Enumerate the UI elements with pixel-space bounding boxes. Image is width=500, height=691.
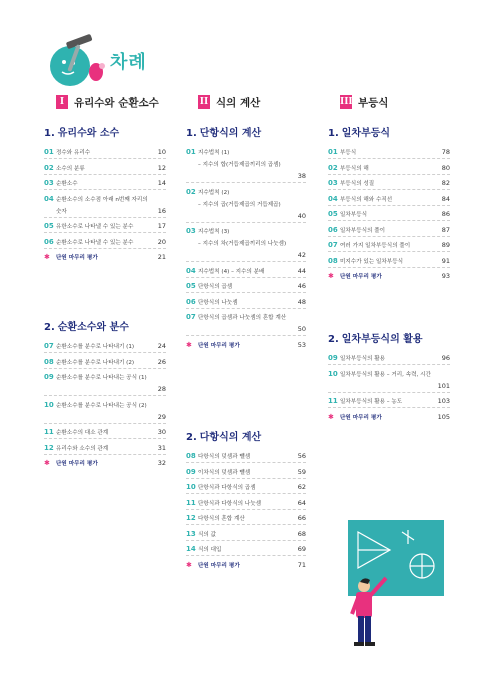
item-title: 순환소수를 분수로 나타내기 (2) (56, 359, 135, 366)
dotted-divider (186, 478, 306, 479)
toc-item[interactable] (44, 373, 166, 382)
chapter-number: 2. (186, 432, 197, 443)
item-title: 유리수와 소수의 관계 (56, 445, 109, 452)
page-number: 56 (297, 452, 306, 460)
item-number: 09 (44, 373, 54, 381)
chapter-title (44, 124, 119, 139)
chapter-label: 다항식의 계산 (199, 432, 262, 443)
toc-item[interactable] (328, 370, 450, 379)
dotted-divider (44, 423, 166, 424)
page-number: 69 (297, 545, 306, 553)
dotted-divider (328, 407, 450, 408)
item-number: 07 (328, 241, 338, 249)
part-header (56, 94, 166, 110)
part-header (340, 94, 450, 110)
page-number: 29 (157, 412, 166, 421)
item-number: 01 (328, 148, 338, 156)
item-title: 다항식의 혼합 계산 (198, 516, 245, 522)
part-number-badge: I (56, 95, 68, 109)
item-number: 02 (44, 163, 54, 172)
toc-item[interactable] (44, 444, 166, 453)
page-number: 53 (297, 340, 306, 349)
item-title: 정수와 유리수 (56, 150, 91, 156)
toc-item[interactable] (44, 238, 166, 247)
item-title: 부등식의 성질 (340, 181, 375, 187)
item-title: 지수법칙 (2) (198, 189, 230, 196)
item-subtitle: – 지수의 합(거듭제곱끼리의 곱셈) (198, 162, 281, 168)
item-number: 08 (186, 452, 196, 460)
item-number: ✱ (44, 459, 50, 467)
dotted-divider (44, 248, 166, 249)
dotted-divider (186, 335, 306, 336)
dotted-divider (186, 555, 306, 556)
dotted-divider (44, 158, 166, 159)
page-number: 101 (437, 381, 450, 390)
item-title: 부등식의 해 (340, 165, 369, 172)
item-title: 단항식의 나눗셈 (198, 299, 238, 306)
dotted-divider (186, 182, 306, 183)
page-number: 103 (437, 397, 450, 405)
item-number: 02 (328, 163, 338, 172)
chapter-title (44, 318, 129, 333)
chapter-title (186, 428, 261, 443)
dotted-divider (328, 220, 450, 221)
item-number: 01 (44, 148, 54, 156)
item-title-continued: 숫자 (56, 208, 67, 215)
chapter-title (186, 124, 261, 139)
toc-item[interactable] (186, 267, 306, 276)
item-number: 03 (186, 227, 196, 235)
item-number: 06 (328, 225, 338, 234)
toc-item[interactable] (44, 428, 166, 437)
item-number: 01 (186, 148, 196, 156)
page-number: 32 (157, 459, 166, 467)
page-number: 59 (297, 467, 306, 476)
item-title: 식의 값 (198, 531, 216, 538)
item-title: 순환소수 (56, 181, 78, 187)
toc-item[interactable] (186, 499, 306, 508)
page-number: 68 (297, 529, 306, 538)
item-title: 순환소수로 나타낼 수 있는 분수 (56, 239, 134, 246)
part-title: 유리수와 순환소수 (74, 96, 159, 109)
dotted-divider (186, 308, 306, 309)
dotted-divider (328, 236, 450, 237)
toc-item[interactable] (186, 530, 306, 539)
toc-item[interactable] (328, 397, 450, 406)
chapter-title (328, 330, 423, 345)
item-number: 09 (328, 354, 338, 362)
item-number: 10 (44, 400, 54, 409)
dotted-divider (186, 222, 306, 223)
toc-item[interactable] (44, 342, 166, 351)
page-number: 91 (441, 256, 450, 265)
toc-item[interactable] (186, 282, 306, 291)
toc-item[interactable] (44, 358, 166, 367)
item-number: 08 (44, 357, 54, 366)
toc-item[interactable] (328, 148, 450, 157)
page-number: 12 (157, 163, 166, 172)
item-title: 단원 마무리 평가 (56, 255, 98, 261)
toc-item[interactable] (186, 298, 306, 307)
header (42, 30, 202, 90)
item-number: 12 (186, 514, 196, 522)
toc-column-2 (186, 94, 306, 674)
item-number: 09 (186, 467, 196, 476)
page-number: 87 (441, 225, 450, 234)
toc-item[interactable] (328, 195, 450, 204)
chapter-number: 2. (328, 334, 339, 345)
item-title: 식의 대입 (198, 547, 222, 553)
chapter-label: 유리수와 소수 (57, 128, 120, 139)
page-number: 82 (441, 179, 450, 187)
item-title: 지수법칙 (1) (198, 150, 230, 156)
item-number: 11 (328, 397, 338, 405)
item-number: 04 (44, 194, 54, 203)
item-title: 단항식의 곱셈과 나눗셈의 혼합 계산 (198, 315, 287, 321)
page-number: 16 (157, 206, 166, 215)
page-number: 66 (297, 514, 306, 522)
page-number: 30 (157, 428, 166, 436)
chapter-number: 1. (44, 128, 55, 139)
item-number: 04 (186, 266, 196, 275)
dotted-divider (44, 174, 166, 175)
toc-item[interactable] (328, 257, 450, 266)
page-number: 31 (157, 443, 166, 452)
chapter-number: 2. (44, 322, 55, 333)
item-number: 04 (328, 194, 338, 203)
review-item[interactable] (328, 272, 450, 281)
page-number: 38 (297, 172, 306, 180)
toc-item[interactable] (186, 483, 306, 492)
item-number: 07 (44, 342, 54, 350)
item-title: 소수의 분류 (56, 165, 85, 172)
toc-column-1 (44, 94, 166, 674)
item-title: 순환소수를 분수로 나타내기 (1) (56, 344, 135, 350)
page-number: 96 (441, 354, 450, 362)
globe-mascot-icon (42, 30, 108, 90)
page-number: 48 (297, 297, 306, 306)
dotted-divider (186, 261, 306, 262)
item-number: 02 (186, 187, 196, 196)
page-number: 80 (441, 163, 450, 172)
toc-item[interactable] (328, 210, 450, 219)
item-title: 단원 마무리 평가 (198, 342, 240, 349)
toc-item[interactable] (328, 179, 450, 188)
page-number: 40 (297, 211, 306, 220)
page-number: 42 (297, 251, 306, 259)
review-item[interactable] (44, 253, 166, 262)
part-number-badge: III (340, 97, 353, 107)
chapter-label: 일차부등식의 활용 (341, 334, 423, 345)
item-number: 07 (186, 313, 196, 321)
dotted-divider (44, 438, 166, 439)
toc-item[interactable] (44, 222, 166, 231)
part-header (198, 94, 306, 110)
item-number: 06 (44, 237, 54, 246)
page-number: 20 (157, 237, 166, 246)
dotted-divider (186, 292, 306, 293)
toc-item[interactable] (186, 545, 306, 554)
dotted-divider (186, 277, 306, 278)
chapter-number: 1. (328, 128, 339, 139)
toc-item[interactable] (186, 468, 306, 477)
item-subtitle: – 지수의 차(거듭제곱끼리의 나눗셈) (198, 241, 287, 247)
item-title: 일차부등식의 풀이 (340, 227, 386, 234)
toc-item[interactable] (44, 401, 166, 410)
item-number: ✱ (328, 272, 334, 280)
chapter-number: 1. (186, 128, 197, 139)
item-title: 일차부등식 (340, 212, 368, 218)
chapter-label: 일차부등식 (341, 128, 391, 139)
dotted-divider (186, 524, 306, 525)
item-title: 단원 마무리 평가 (340, 414, 382, 421)
page-number: 28 (157, 385, 166, 393)
review-item[interactable] (186, 341, 306, 350)
item-title: 부등식의 해와 수직선 (340, 196, 393, 203)
page-number: 93 (441, 272, 450, 280)
item-number: 05 (186, 282, 196, 290)
toc-item[interactable] (186, 188, 306, 197)
toc-item[interactable] (44, 195, 166, 204)
dotted-divider (186, 462, 306, 463)
page-number: 71 (297, 560, 306, 569)
toc-item[interactable] (328, 226, 450, 235)
page-number: 17 (157, 222, 166, 230)
item-title: 일차부등식의 활용 – 농도 (340, 399, 403, 405)
item-number: 08 (328, 256, 338, 265)
review-item[interactable] (328, 413, 450, 422)
item-title: 단원 마무리 평가 (56, 461, 98, 467)
part-title: 부등식 (358, 96, 389, 109)
item-title: 이차식의 덧셈과 뺄셈 (198, 469, 251, 476)
page-number: 86 (441, 210, 450, 218)
page-number: 44 (297, 266, 306, 275)
page-number: 62 (297, 483, 306, 491)
item-subtitle: – 지수의 곱(거듭제곱의 거듭제곱) (198, 201, 281, 208)
page-number: 14 (157, 179, 166, 187)
item-title: 단항식의 곱셈 (198, 284, 233, 290)
part-number-badge: II (199, 97, 209, 107)
item-title: 단원 마무리 평가 (198, 562, 240, 569)
item-title: 순환소수의 대소 관계 (56, 430, 109, 436)
page-number: 10 (157, 148, 166, 156)
chapter-label: 순환소수와 분수 (57, 322, 129, 333)
dotted-divider (44, 352, 166, 353)
item-title: 순환소수의 소수점 아래 n번째 자리의 (56, 196, 148, 203)
review-item[interactable] (44, 459, 166, 468)
item-number: 03 (328, 179, 338, 187)
item-title: 일차부등식의 활용 (340, 356, 386, 362)
item-number: 14 (186, 545, 196, 553)
item-number: 11 (44, 428, 54, 436)
toc-item[interactable] (328, 354, 450, 363)
toc-item[interactable] (186, 452, 306, 461)
page-number: 26 (157, 357, 166, 366)
item-title: 단항식과 다항식의 곱셈 (198, 485, 256, 491)
item-number: 06 (186, 297, 196, 306)
item-title: 여러 가지 일차부등식의 풀이 (340, 243, 411, 249)
dotted-divider (44, 454, 166, 455)
item-title: 지수법칙 (4) – 지수의 분배 (198, 268, 265, 275)
page-number: 64 (297, 498, 306, 507)
item-number: ✱ (186, 560, 192, 569)
dotted-divider (186, 493, 306, 494)
item-title: 다항식의 덧셈과 뺄셈 (198, 454, 251, 460)
toc-item[interactable] (186, 148, 306, 157)
dotted-divider (328, 158, 450, 159)
dotted-divider (44, 217, 166, 218)
page-number: 105 (437, 412, 450, 421)
dotted-divider (186, 540, 306, 541)
item-number: 10 (186, 483, 196, 491)
toc-item[interactable] (44, 164, 166, 173)
dotted-divider (328, 364, 450, 365)
dotted-divider (44, 189, 166, 190)
item-title: 지수법칙 (3) (198, 229, 230, 235)
item-number: 13 (186, 529, 196, 538)
item-number: 10 (328, 369, 338, 378)
item-number: 05 (328, 210, 338, 218)
item-title: 부등식 (340, 150, 357, 156)
item-title: 순환소수를 분수로 나타내는 공식 (1) (56, 375, 147, 381)
dotted-divider (44, 368, 166, 369)
page-number: 21 (157, 253, 166, 261)
page-number: 84 (441, 194, 450, 203)
dotted-divider (328, 267, 450, 268)
chapter-label: 단항식의 계산 (199, 128, 262, 139)
item-title: 순환소수를 분수로 나타내는 공식 (2) (56, 402, 147, 409)
dotted-divider (186, 509, 306, 510)
dotted-divider (328, 205, 450, 206)
page-number: 78 (441, 148, 450, 156)
dotted-divider (328, 251, 450, 252)
page-title: 차례 (110, 52, 147, 73)
item-number: ✱ (186, 340, 192, 349)
page-number: 46 (297, 282, 306, 290)
item-number: 03 (44, 179, 54, 187)
part-title: 식의 계산 (216, 96, 261, 109)
dotted-divider (44, 232, 166, 233)
item-number: 11 (186, 498, 196, 507)
toc-item[interactable] (44, 179, 166, 188)
page-number: 50 (297, 325, 306, 333)
toc-item[interactable] (186, 313, 306, 322)
item-title: 단원 마무리 평가 (340, 274, 382, 280)
teacher-blackboard-illustration (330, 520, 450, 650)
toc-item[interactable] (328, 164, 450, 173)
item-title: 일차부등식의 활용 – 거리, 속력, 시간 (340, 371, 431, 378)
page-number: 89 (441, 241, 450, 249)
item-title: 단항식과 다항식의 나눗셈 (198, 500, 261, 507)
chapter-title (328, 124, 390, 139)
toc-item[interactable] (186, 227, 306, 236)
item-number: ✱ (44, 253, 50, 261)
toc-item[interactable] (44, 148, 166, 157)
item-title: 유한소수로 나타낼 수 있는 분수 (56, 224, 134, 230)
toc-item[interactable] (186, 514, 306, 523)
dotted-divider (328, 392, 450, 393)
item-number: 12 (44, 443, 54, 452)
item-title: 미지수가 있는 일차부등식 (340, 258, 403, 265)
toc-item[interactable] (328, 241, 450, 250)
page-number: 24 (157, 342, 166, 350)
dotted-divider (44, 395, 166, 396)
dotted-divider (328, 174, 450, 175)
item-number: ✱ (328, 412, 334, 421)
review-item[interactable] (186, 561, 306, 570)
dotted-divider (328, 189, 450, 190)
item-number: 05 (44, 222, 54, 230)
